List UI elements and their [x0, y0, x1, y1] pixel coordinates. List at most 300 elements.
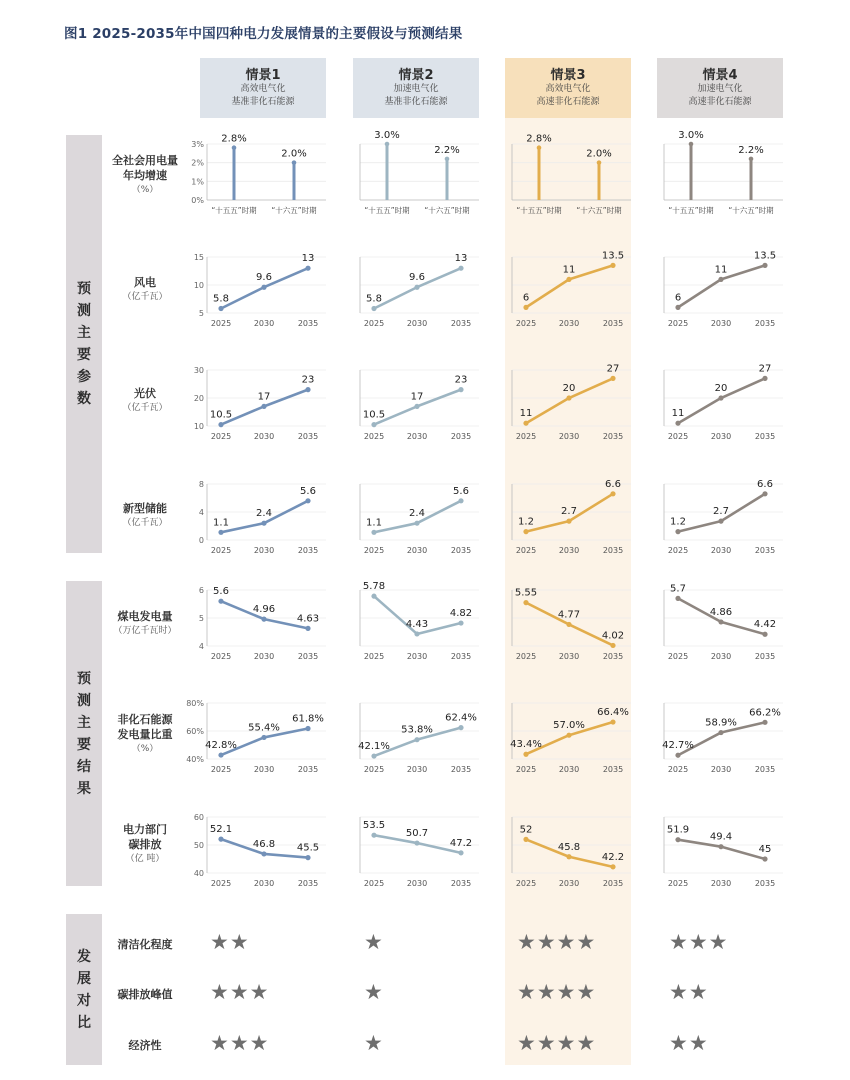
- scenario-assumption: 基准非化石能源: [384, 97, 448, 107]
- data-point: [458, 620, 463, 625]
- x-tick-label: 2025: [667, 879, 689, 888]
- x-tick-label: 2035: [754, 432, 776, 441]
- data-point: [610, 376, 615, 381]
- data-label: 61.8%: [292, 713, 324, 725]
- bar-cap: [597, 160, 602, 165]
- section-char: 发: [77, 948, 91, 965]
- compare-label-econ: 经济性: [128, 1039, 162, 1052]
- data-label: 11: [562, 264, 576, 276]
- x-tick-label: 2025: [667, 546, 689, 555]
- scenario-assumption: 加速电气化: [393, 84, 439, 94]
- x-tick-label: 2030: [253, 546, 275, 555]
- data-point: [414, 521, 419, 526]
- data-point: [305, 498, 310, 503]
- data-point: [261, 851, 266, 856]
- section-char: 参: [77, 369, 91, 385]
- rating-stars-clean: ★★★★: [517, 930, 597, 954]
- section-char: 要: [77, 736, 91, 753]
- x-tick-label: 2030: [558, 319, 580, 328]
- data-point: [305, 726, 310, 731]
- data-label: 3.0%: [374, 130, 400, 141]
- data-label: 13: [301, 253, 315, 265]
- data-point: [762, 263, 767, 268]
- y-tick-label: 30: [193, 366, 204, 375]
- data-point: [458, 850, 463, 855]
- x-tick-label: 2035: [602, 652, 624, 661]
- x-tick-label: 2035: [450, 319, 472, 328]
- data-label: 2.2%: [738, 144, 764, 156]
- data-label: 27: [606, 363, 620, 375]
- x-tick-label: 2035: [754, 652, 776, 661]
- y-tick-label: 15: [193, 253, 204, 262]
- row-label-unit: （亿千瓦）: [122, 292, 168, 302]
- data-point: [218, 306, 223, 311]
- x-tick-label: “十六五”时期: [271, 206, 317, 215]
- y-tick-label: 2%: [191, 158, 204, 168]
- data-point: [414, 404, 419, 409]
- data-point: [675, 596, 680, 601]
- data-label: 9.6: [409, 272, 425, 284]
- row-label-text: 新型储能: [123, 502, 167, 515]
- section-char: 测: [77, 692, 91, 709]
- data-label: 66.2%: [749, 707, 781, 719]
- data-label: 42.1%: [358, 741, 390, 753]
- x-tick-label: “十六五”时期: [424, 206, 470, 215]
- data-label: 17: [410, 391, 424, 403]
- data-label: 45: [758, 844, 772, 855]
- bar-cap: [537, 145, 542, 150]
- x-tick-label: “十五五”时期: [516, 206, 562, 215]
- data-label: 53.8%: [401, 724, 433, 736]
- data-label: 1.2: [670, 516, 686, 528]
- data-point: [414, 631, 419, 636]
- y-tick-label: 1%: [191, 177, 204, 187]
- row-label-text: 电力部门: [123, 823, 167, 836]
- x-tick-label: 2030: [253, 652, 275, 661]
- x-tick-label: 2030: [558, 546, 580, 555]
- data-label: 52: [519, 824, 533, 836]
- x-tick-label: 2035: [602, 319, 624, 328]
- x-tick-label: 2030: [710, 319, 732, 328]
- x-tick-label: 2025: [667, 765, 689, 774]
- row-label-text: 风电: [134, 276, 156, 289]
- data-label: 27: [758, 363, 772, 375]
- data-label: 6: [674, 292, 682, 304]
- section-char: 要: [77, 347, 91, 363]
- rating-stars-clean: ★: [364, 930, 384, 954]
- data-label: 42.2: [601, 851, 625, 863]
- x-tick-label: 2035: [602, 879, 624, 888]
- data-point: [371, 422, 376, 427]
- data-point: [523, 752, 528, 757]
- data-point: [261, 404, 266, 409]
- data-label: 2.7: [713, 506, 729, 518]
- x-tick-label: “十六五”时期: [576, 206, 622, 215]
- data-point: [718, 730, 723, 735]
- data-label: 45.5: [296, 842, 320, 854]
- x-tick-label: 2025: [363, 319, 385, 328]
- scenario-assumption: 高效电气化: [240, 84, 286, 94]
- data-point: [762, 856, 767, 861]
- section-char: 果: [77, 780, 91, 797]
- compare-label-clean: 清洁化程度: [117, 938, 173, 951]
- x-tick-label: 2025: [667, 652, 689, 661]
- x-tick-label: 2030: [253, 879, 275, 888]
- rating-stars-econ: ★: [364, 1031, 384, 1055]
- section-char: 数: [77, 391, 91, 407]
- data-point: [566, 395, 571, 400]
- scenario-name: 情景1: [245, 68, 281, 83]
- data-label: 2.0%: [586, 148, 612, 160]
- data-label: 4.82: [449, 608, 473, 620]
- x-tick-label: 2035: [297, 652, 319, 661]
- data-label: 20: [562, 383, 576, 394]
- section-char: 主: [77, 325, 91, 341]
- data-label: 10.5: [209, 409, 233, 421]
- section-char: 主: [77, 714, 91, 731]
- data-label: 2.8%: [526, 133, 552, 145]
- y-tick-label: 60%: [186, 727, 204, 736]
- data-label: 9.6: [256, 272, 272, 284]
- x-tick-label: 2025: [363, 765, 385, 774]
- data-point: [414, 737, 419, 742]
- y-tick-label: 10: [193, 281, 204, 290]
- x-tick-label: 2030: [558, 432, 580, 441]
- rating-stars-econ: ★★★★: [517, 1031, 597, 1055]
- x-tick-label: 2030: [710, 879, 732, 888]
- data-point: [458, 266, 463, 271]
- data-label: 11: [671, 408, 685, 420]
- data-label: 66.4%: [597, 707, 629, 719]
- data-point: [675, 753, 680, 758]
- data-point: [610, 491, 615, 496]
- data-point: [458, 387, 463, 392]
- data-label: 20: [714, 383, 728, 394]
- data-point: [414, 285, 419, 290]
- x-tick-label: 2030: [253, 319, 275, 328]
- data-point: [414, 840, 419, 845]
- x-tick-label: 2035: [450, 879, 472, 888]
- scenario-name: 情景3: [550, 68, 586, 83]
- data-label: 10.5: [362, 409, 386, 421]
- data-label: 45.8: [557, 841, 581, 853]
- x-tick-label: 2035: [602, 765, 624, 774]
- rating-stars-clean: ★★: [210, 930, 250, 954]
- data-point: [718, 519, 723, 524]
- data-point: [218, 530, 223, 535]
- x-tick-label: 2035: [754, 765, 776, 774]
- x-tick-label: 2030: [710, 432, 732, 441]
- data-point: [218, 422, 223, 427]
- x-tick-label: 2035: [450, 652, 472, 661]
- data-point: [718, 619, 723, 624]
- y-tick-label: 5: [198, 614, 204, 623]
- x-tick-label: 2025: [363, 432, 385, 441]
- data-label: 42.8%: [205, 740, 237, 752]
- bar-cap: [445, 157, 450, 162]
- data-label: 1.2: [518, 516, 534, 528]
- y-tick-label: 3%: [191, 140, 204, 149]
- data-point: [523, 837, 528, 842]
- x-tick-label: 2035: [754, 546, 776, 555]
- x-tick-label: 2025: [667, 319, 689, 328]
- rating-stars-econ: ★★★: [210, 1031, 270, 1055]
- data-label: 1.1: [366, 517, 382, 529]
- x-tick-label: 2035: [602, 432, 624, 441]
- data-label: 46.8: [252, 838, 276, 850]
- x-tick-label: 2035: [602, 546, 624, 555]
- x-tick-label: 2030: [558, 652, 580, 661]
- data-point: [305, 266, 310, 271]
- x-tick-label: 2030: [406, 546, 428, 555]
- data-point: [523, 421, 528, 426]
- data-label: 1.1: [213, 517, 229, 529]
- data-label: 11: [714, 264, 728, 276]
- scenario-assumption: 基准非化石能源: [231, 97, 295, 107]
- data-point: [566, 622, 571, 627]
- x-tick-label: 2030: [710, 546, 732, 555]
- data-label: 2.7: [561, 506, 577, 518]
- y-tick-label: 40: [193, 869, 204, 878]
- data-point: [762, 376, 767, 381]
- data-label: 62.4%: [445, 712, 477, 724]
- data-label: 4.42: [753, 619, 777, 631]
- row-label-unit: （亿 吨）: [125, 854, 165, 864]
- x-tick-label: 2030: [406, 319, 428, 328]
- data-label: 4.77: [557, 609, 581, 621]
- data-label: 4.02: [601, 630, 625, 642]
- data-point: [718, 844, 723, 849]
- data-label: 6.6: [605, 478, 621, 490]
- y-tick-label: 60: [193, 813, 204, 822]
- data-label: 58.9%: [705, 717, 737, 729]
- rating-stars-peak: ★★★: [210, 980, 270, 1004]
- data-label: 5.8: [366, 293, 382, 305]
- data-point: [566, 519, 571, 524]
- row-label-text: 光伏: [134, 387, 156, 400]
- rating-stars-peak: ★★★★: [517, 980, 597, 1004]
- x-tick-label: 2035: [450, 765, 472, 774]
- section-char: 对: [77, 992, 91, 1009]
- y-tick-label: 20: [193, 394, 204, 403]
- y-tick-label: 40%: [186, 755, 204, 764]
- x-tick-label: 2035: [297, 319, 319, 328]
- x-tick-label: 2035: [297, 765, 319, 774]
- x-tick-label: 2035: [297, 546, 319, 555]
- data-point: [261, 735, 266, 740]
- data-label: 2.2%: [434, 144, 460, 156]
- x-tick-label: 2025: [210, 879, 232, 888]
- x-tick-label: 2035: [297, 879, 319, 888]
- row-label-unit: （%）: [131, 744, 159, 754]
- data-label: 52.1: [209, 824, 233, 836]
- scenario-name: 情景2: [398, 68, 434, 83]
- x-tick-label: 2030: [710, 765, 732, 774]
- data-point: [305, 855, 310, 860]
- data-label: 43.4%: [510, 739, 542, 751]
- rating-stars-peak: ★★: [669, 980, 709, 1004]
- data-label: 13.5: [753, 250, 777, 262]
- figure-title: 图1 2025-2035年中国四种电力发展情景的主要假设与预测结果: [64, 26, 463, 42]
- data-label: 5.55: [514, 587, 538, 599]
- x-tick-label: 2025: [515, 879, 537, 888]
- x-tick-label: 2025: [515, 319, 537, 328]
- row-label-text: 非化石能源: [117, 713, 173, 726]
- x-tick-label: 2025: [515, 432, 537, 441]
- data-point: [458, 725, 463, 730]
- row-label-unit: （万亿千瓦时）: [113, 626, 177, 636]
- section-char: 测: [77, 303, 91, 319]
- data-point: [218, 599, 223, 604]
- x-tick-label: 2025: [210, 546, 232, 555]
- data-label: 51.9: [666, 824, 690, 836]
- data-point: [261, 285, 266, 290]
- bar-cap: [689, 142, 694, 147]
- data-point: [610, 263, 615, 268]
- x-tick-label: 2025: [363, 652, 385, 661]
- x-tick-label: 2025: [210, 765, 232, 774]
- x-tick-label: 2025: [667, 432, 689, 441]
- data-point: [675, 837, 680, 842]
- data-point: [610, 643, 615, 648]
- y-tick-label: 6: [198, 586, 204, 595]
- row-label-unit: （亿千瓦）: [122, 403, 168, 413]
- x-tick-label: 2025: [210, 319, 232, 328]
- row-label-unit: （亿千瓦）: [122, 518, 168, 528]
- data-point: [305, 387, 310, 392]
- bar-cap: [292, 160, 297, 165]
- data-point: [261, 617, 266, 622]
- y-tick-label: 0: [198, 536, 204, 545]
- x-tick-label: 2025: [515, 652, 537, 661]
- data-label: 5.6: [213, 586, 229, 598]
- data-point: [566, 277, 571, 282]
- data-label: 50.7: [405, 828, 429, 840]
- data-label: 2.8%: [221, 133, 247, 145]
- data-label: 13.5: [601, 250, 625, 262]
- data-point: [762, 632, 767, 637]
- data-point: [718, 395, 723, 400]
- data-point: [762, 491, 767, 496]
- rating-stars-clean: ★★★: [669, 930, 729, 954]
- data-point: [523, 529, 528, 534]
- data-point: [610, 719, 615, 724]
- x-tick-label: 2035: [450, 546, 472, 555]
- y-tick-label: 10: [193, 422, 204, 431]
- section-char: 预: [77, 670, 91, 687]
- data-label: 23: [454, 374, 468, 386]
- row-label-text: 年均增速: [123, 169, 167, 182]
- data-point: [523, 600, 528, 605]
- x-tick-label: 2030: [558, 879, 580, 888]
- data-point: [458, 498, 463, 503]
- section-char: 预: [77, 281, 91, 297]
- x-tick-label: 2025: [210, 652, 232, 661]
- data-label: 6: [522, 292, 530, 304]
- row-label-unit: （%）: [131, 185, 159, 195]
- data-label: 4.43: [405, 618, 429, 630]
- data-label: 2.0%: [281, 148, 307, 160]
- y-tick-label: 8: [198, 480, 204, 489]
- section-char: 比: [77, 1014, 91, 1031]
- data-label: 23: [301, 374, 315, 386]
- section-char: 结: [77, 758, 91, 775]
- data-point: [218, 752, 223, 757]
- x-tick-label: 2035: [297, 432, 319, 441]
- data-point: [371, 306, 376, 311]
- data-label: 4.86: [709, 606, 733, 618]
- x-tick-label: 2030: [406, 879, 428, 888]
- data-label: 42.7%: [662, 740, 694, 752]
- x-tick-label: 2030: [406, 432, 428, 441]
- data-point: [218, 837, 223, 842]
- data-point: [371, 530, 376, 535]
- y-tick-label: 5: [198, 309, 204, 318]
- bar-cap: [232, 145, 237, 150]
- data-label: 49.4: [709, 831, 733, 843]
- data-label: 57.0%: [553, 720, 585, 732]
- x-tick-label: “十五五”时期: [364, 206, 410, 215]
- data-label: 6.6: [757, 478, 773, 490]
- data-label: 2.4: [256, 508, 272, 520]
- data-label: 11: [519, 408, 533, 420]
- y-tick-label: 80%: [186, 699, 204, 708]
- data-label: 5.8: [213, 293, 229, 305]
- data-point: [675, 305, 680, 310]
- data-point: [675, 421, 680, 426]
- data-label: 53.5: [362, 820, 386, 832]
- x-tick-label: 2035: [754, 879, 776, 888]
- data-point: [675, 529, 680, 534]
- data-point: [261, 521, 266, 526]
- y-tick-label: 50: [193, 841, 204, 850]
- x-tick-label: 2025: [515, 765, 537, 774]
- data-label: 17: [257, 391, 271, 403]
- data-point: [718, 277, 723, 282]
- data-label: 3.0%: [678, 130, 704, 141]
- bar-cap: [749, 157, 754, 162]
- data-point: [762, 720, 767, 725]
- row-label-text: 煤电发电量: [117, 610, 173, 623]
- x-tick-label: “十五五”时期: [668, 206, 714, 215]
- x-tick-label: 2035: [754, 319, 776, 328]
- x-tick-label: 2030: [710, 652, 732, 661]
- x-tick-label: 2030: [406, 765, 428, 774]
- row-label-text: 全社会用电量: [112, 154, 178, 167]
- rating-stars-peak: ★: [364, 980, 384, 1004]
- y-tick-label: 4: [198, 508, 204, 517]
- rating-stars-econ: ★★: [669, 1031, 709, 1055]
- data-label: 4.96: [252, 604, 276, 616]
- x-tick-label: 2030: [558, 765, 580, 774]
- y-tick-label: 0%: [191, 196, 204, 205]
- data-point: [523, 305, 528, 310]
- compare-label-peak: 碳排放峰值: [117, 988, 173, 1001]
- x-tick-label: “十五五”时期: [211, 206, 257, 215]
- x-tick-label: 2025: [210, 432, 232, 441]
- scenario-assumption: 加速电气化: [697, 84, 743, 94]
- data-point: [610, 864, 615, 869]
- data-point: [371, 594, 376, 599]
- x-tick-label: 2030: [253, 432, 275, 441]
- x-tick-label: 2030: [253, 765, 275, 774]
- data-point: [371, 833, 376, 838]
- x-tick-label: 2035: [450, 432, 472, 441]
- data-label: 5.7: [670, 583, 686, 595]
- scenario-assumption: 高速非化石能源: [688, 97, 752, 107]
- data-label: 4.63: [296, 613, 320, 625]
- data-label: 5.6: [300, 485, 316, 497]
